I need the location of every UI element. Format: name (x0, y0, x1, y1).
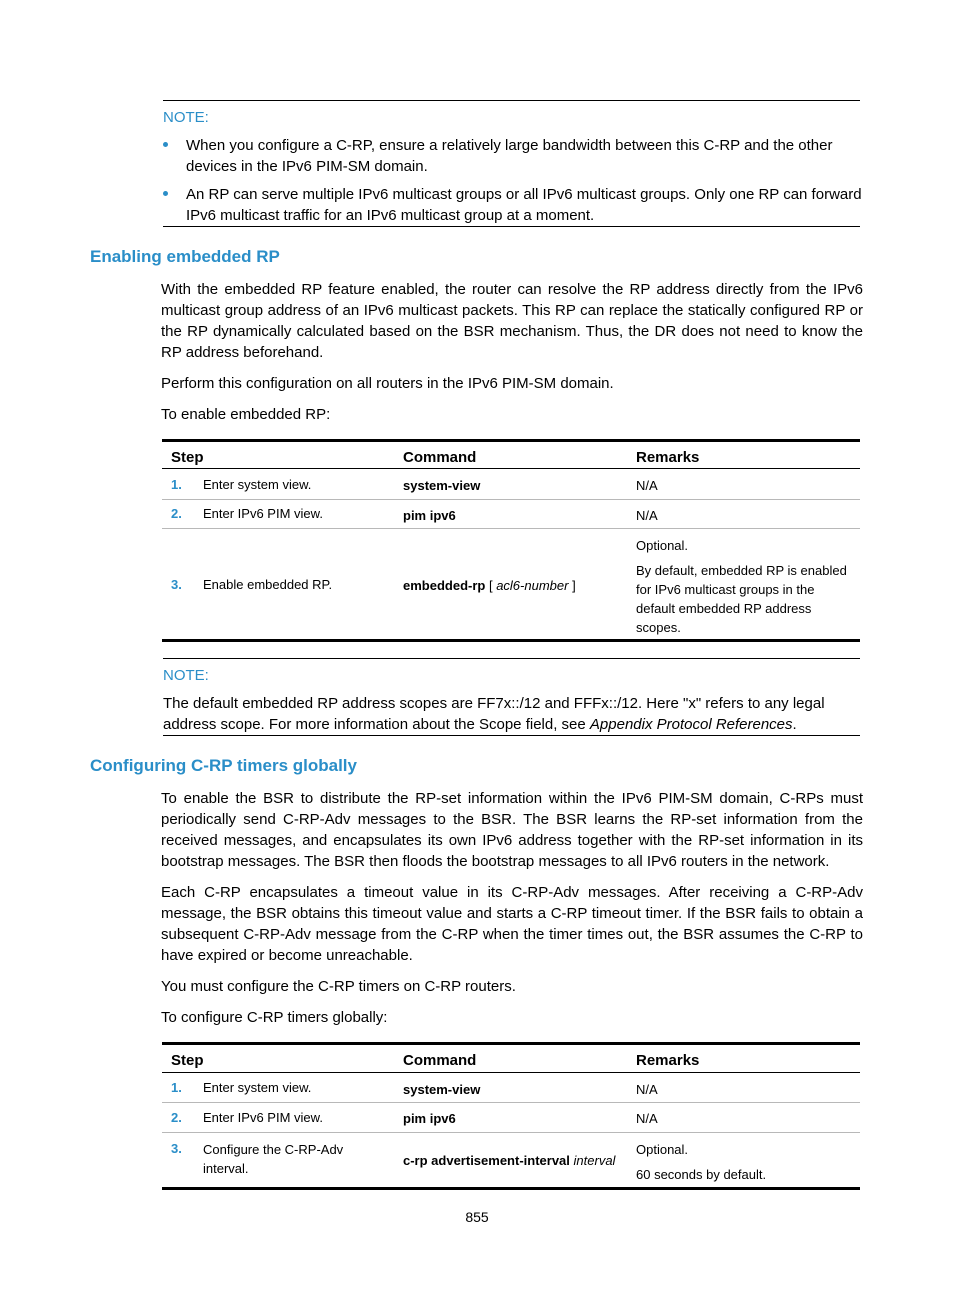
command-keyword: pim ipv6 (403, 508, 456, 523)
note-top-rule (163, 100, 860, 101)
command-keyword: system-view (403, 478, 481, 493)
command (403, 478, 480, 493)
command-bracket: ] (568, 578, 576, 593)
column-header-remarks: Remarks (636, 1052, 700, 1069)
table-bottom-rule (162, 1187, 860, 1190)
paragraph: To enable the BSR to distribute the RP-set information within the IPv6 PIM-SM domain, C-RPs must periodically send C-RP-Adv messages to the BSR. The BSR learns the RP-set information from the received messages, and encapsulates its own IPv6 address together with the RP-set information in its bootstrap messages. The BSR then floods the bootstrap messages to all IPv6 routers in the network. (161, 790, 863, 870)
remark-detail: By default, embedded RP is enabled for IPv6 multicast groups in the default embedded RP address scopes. (636, 563, 847, 635)
column-header-step: Step (171, 449, 204, 466)
note-bottom-rule (163, 226, 860, 227)
step-description: Enter system view. (203, 477, 312, 492)
bullet-icon (163, 191, 171, 199)
paragraph: To enable embedded RP: (161, 406, 331, 423)
table-top-rule (162, 1042, 860, 1045)
row-rule (162, 499, 860, 500)
column-header-command: Command (403, 449, 477, 466)
page-number: 855 (465, 1209, 489, 1225)
remark: Optional. (636, 538, 689, 553)
note-top-rule (163, 658, 860, 659)
note-label: NOTE: (163, 109, 209, 126)
command-keyword: embedded-rp (403, 578, 486, 593)
column-header-step: Step (171, 1052, 204, 1069)
section-heading: Enabling embedded RP (90, 247, 280, 266)
command-keyword: pim ipv6 (403, 1111, 456, 1126)
row-rule (162, 528, 860, 529)
note-end: . (792, 716, 797, 733)
command-argument: interval (573, 1153, 616, 1168)
remark: N/A (636, 508, 658, 523)
table-top-rule (162, 439, 860, 442)
command (403, 1111, 456, 1126)
header-rule (162, 468, 860, 469)
remark: Optional. (636, 1142, 689, 1157)
step-number: 1. (171, 477, 182, 492)
command (403, 1082, 480, 1097)
command (403, 508, 456, 523)
command (403, 578, 576, 593)
step-description: Enter IPv6 PIM view. (203, 506, 323, 521)
column-header-command: Command (403, 1052, 477, 1069)
row-rule (162, 1102, 860, 1103)
remark: N/A (636, 478, 658, 493)
note-text (163, 693, 853, 735)
command-keyword: system-view (403, 1082, 481, 1097)
column-header-remarks: Remarks (636, 449, 700, 466)
table-bottom-rule (162, 639, 860, 642)
step-description: Enter system view. (203, 1080, 312, 1095)
paragraph: Perform this configuration on all routers in the IPv6 PIM-SM domain. (161, 375, 614, 392)
step-number: 3. (171, 577, 182, 592)
step-description: Configure the C-RP-Adv interval. (203, 1142, 344, 1176)
remark: N/A (636, 1082, 658, 1097)
paragraph: You must configure the C-RP timers on C-RP routers. (161, 978, 516, 995)
step-number: 2. (171, 506, 182, 521)
note-item: An RP can serve multiple IPv6 multicast groups or all IPv6 multicast groups. Only one RP can forward IPv6 multicast traffic for an IPv6 multicast group at a moment. (186, 186, 862, 224)
header-rule (162, 1072, 860, 1073)
cross-reference: Appendix Protocol References (589, 716, 793, 733)
step-description: Enable embedded RP. (203, 577, 333, 592)
step-number: 2. (171, 1110, 182, 1125)
remark-detail: 60 seconds by default. (636, 1167, 767, 1182)
paragraph: To configure C-RP timers globally: (161, 1009, 388, 1026)
note-bottom-rule (163, 735, 860, 736)
note-item: When you configure a C-RP, ensure a relatively large bandwidth between this C-RP and the other devices in the IPv6 PIM-SM domain. (186, 137, 833, 175)
step-description: Enter IPv6 PIM view. (203, 1110, 323, 1125)
command-keyword: c-rp advertisement-interval (403, 1153, 570, 1168)
section-heading: Configuring C-RP timers globally (90, 756, 357, 775)
note-body: The default embedded RP address scopes are FF7x::/12 and FFFx::/12. Here "x" refers to any legal address scope. For more information about the Scope field, see (163, 695, 825, 733)
command-argument: acl6-number (496, 578, 569, 593)
remark: N/A (636, 1111, 658, 1126)
note-label: NOTE: (163, 667, 209, 684)
command-bracket: [ (485, 578, 497, 593)
step-number: 1. (171, 1080, 182, 1095)
step-number: 3. (171, 1141, 182, 1156)
command (403, 1153, 615, 1168)
paragraph: Each C-RP encapsulates a timeout value in its C-RP-Adv messages. After receiving a C-RP-Adv message, the BSR obtains this timeout value and starts a C-RP timeout timer. If the BSR fails to obtain a subsequent C-RP-Adv message from the C-RP when the timer times out, the BSR assumes the C-RP to have expired or become unreachable. (161, 884, 863, 964)
row-rule (162, 1132, 860, 1133)
paragraph: With the embedded RP feature enabled, the router can resolve the RP address directly from the IPv6 multicast group address of an IPv6 multicast packets. This RP can replace the statically configured RP or the RP dynamically calculated based on the BSR mechanism. Thus, the DR does not need to know the RP address beforehand. (161, 281, 863, 361)
bullet-icon (163, 142, 171, 150)
